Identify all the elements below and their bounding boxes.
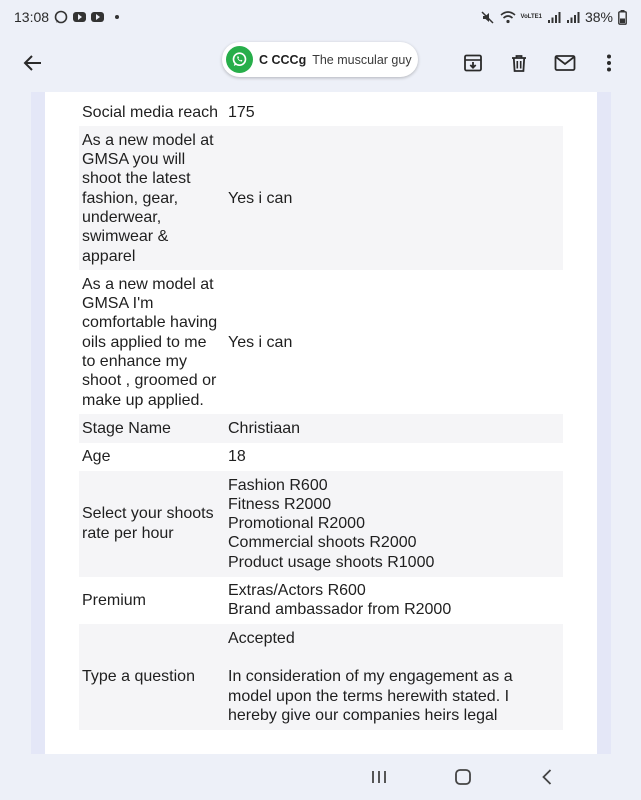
more-notifications-dot-icon — [115, 15, 119, 19]
field-label: Premium — [82, 591, 147, 609]
email-content-card — [45, 92, 597, 754]
field-label: Age — [82, 448, 111, 466]
table-row — [79, 414, 563, 442]
field-label: As a new model at GMSA I'm comfortable having oils applied to me to enhance my shoot , groomed or make up applied. — [82, 275, 218, 409]
youtube-notification-icon — [91, 12, 104, 22]
table-row — [79, 471, 563, 576]
arrow-left-icon — [23, 53, 43, 73]
delete-button[interactable] — [504, 48, 534, 78]
field-value: Accepted In consideration of my engagement as a model upon the terms herewith stated. I hereby give our companies heirs legal — [225, 624, 563, 729]
mail-icon — [554, 54, 576, 72]
wifi-icon — [500, 10, 516, 24]
whatsapp-notification-icon — [54, 10, 68, 24]
signal-strength-icon — [547, 11, 561, 24]
sender-name: C CCCg — [259, 52, 307, 67]
form-response-table — [79, 98, 563, 730]
table-row — [79, 443, 563, 471]
recent-apps-icon — [371, 769, 387, 785]
battery-icon — [618, 10, 627, 25]
field-label: Type a question — [79, 624, 225, 729]
archive-button[interactable] — [458, 48, 488, 78]
home-button[interactable] — [448, 764, 478, 790]
more-vert-icon — [606, 53, 612, 73]
field-value: Yes i can — [225, 126, 563, 270]
field-value: 175 — [228, 103, 255, 121]
archive-icon — [463, 53, 483, 73]
field-value: 18 — [228, 448, 246, 466]
network-type-label: VoLTE1 — [520, 14, 542, 20]
field-label: Select your shoots rate per hour — [79, 471, 225, 576]
sender-chip[interactable] — [222, 42, 418, 77]
whatsapp-icon — [226, 46, 253, 73]
battery-percentage: 38% — [584, 9, 613, 25]
sender-status: The muscular guy — [312, 52, 412, 67]
field-value: Yes i can — [228, 333, 293, 351]
field-label: As a new model at GMSA you will shoot the latest fashion, gear, underwear, swimwear & apparel — [79, 126, 225, 270]
recent-apps-button[interactable] — [364, 764, 394, 790]
field-value: Christiaan — [225, 414, 563, 442]
table-row — [79, 624, 563, 729]
home-icon — [454, 768, 472, 786]
signal-strength-icon — [566, 11, 580, 24]
status-bar — [0, 0, 641, 34]
field-label: Stage Name — [79, 414, 225, 442]
table-row — [79, 577, 563, 625]
system-navigation-bar — [0, 754, 641, 800]
youtube-notification-icon — [73, 12, 86, 22]
back-button[interactable] — [18, 48, 48, 78]
mark-unread-button[interactable] — [550, 48, 580, 78]
mute-icon — [480, 10, 495, 25]
table-row — [79, 270, 563, 414]
trash-icon — [509, 53, 529, 73]
field-label: Social media reach — [82, 103, 219, 121]
field-value: Fashion R600 Fitness R2000 Promotional R2000 Commercial shoots R2000 Product usage shoots R1000 — [225, 471, 563, 576]
app-bar — [0, 34, 641, 92]
field-value: Extras/Actors R600 Brand ambassador from R2000 — [228, 582, 452, 619]
status-time: 13:08 — [14, 9, 50, 25]
email-body[interactable] — [31, 92, 611, 754]
table-row — [79, 126, 563, 270]
system-back-button[interactable] — [532, 764, 562, 790]
more-options-button[interactable] — [594, 48, 624, 78]
table-row — [79, 98, 563, 126]
chevron-left-icon — [540, 768, 554, 786]
